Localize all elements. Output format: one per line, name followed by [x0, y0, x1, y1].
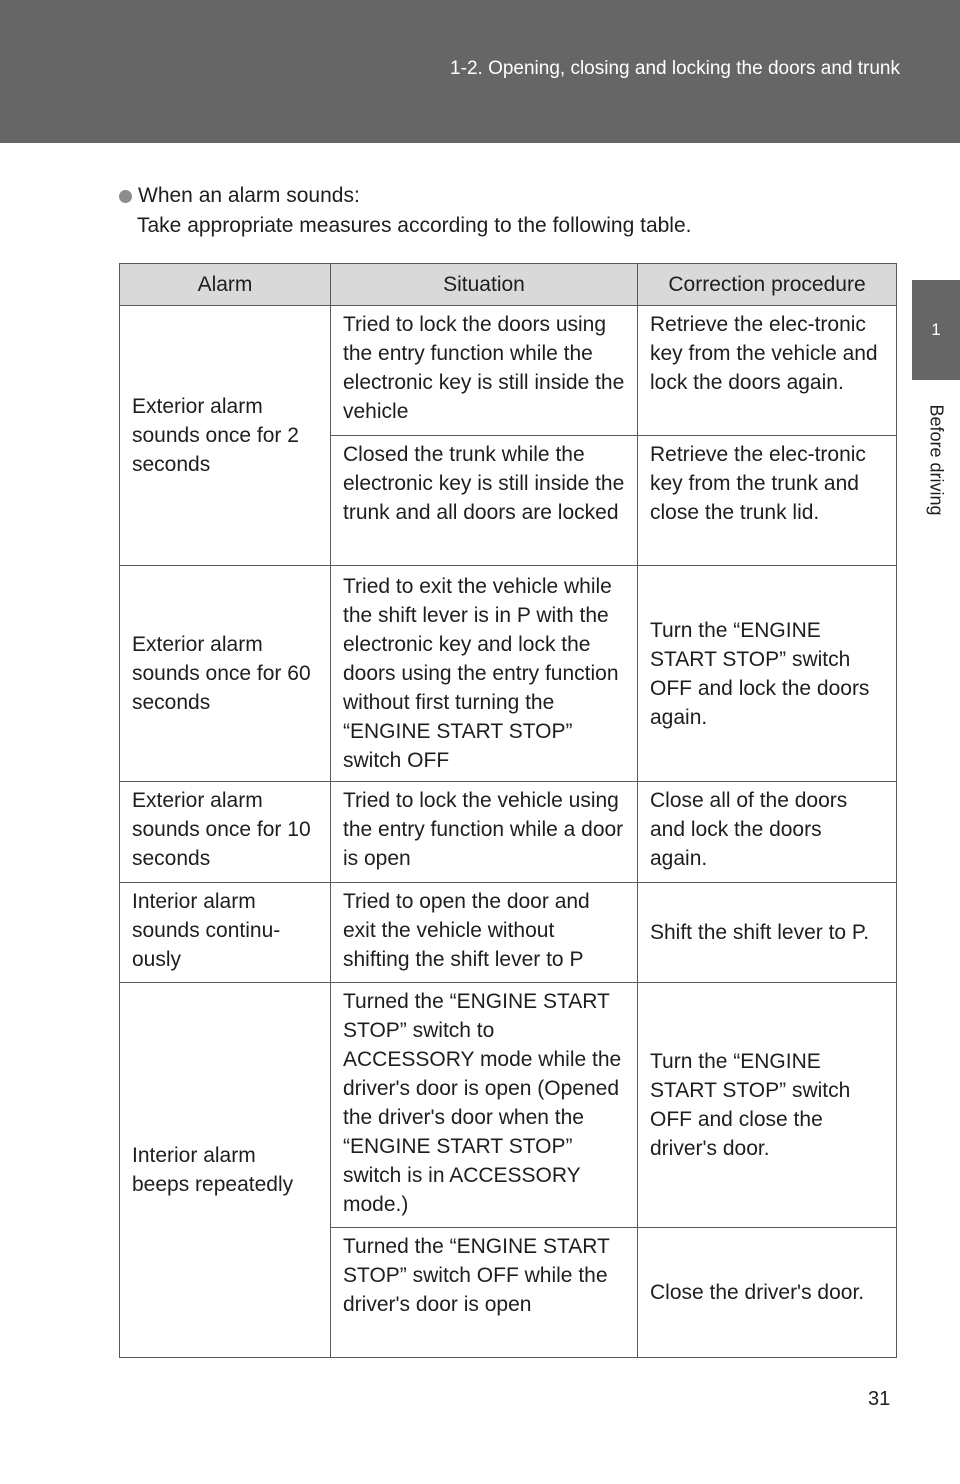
situation-cell: Tried to lock the doors using the entry function while the electronic key is still inside the vehicle	[331, 306, 638, 436]
chapter-label-text: Before driving	[926, 404, 947, 516]
column-header-alarm: Alarm	[120, 264, 331, 306]
situation-cell: Turned the “ENGINE START STOP” switch to ACCESSORY mode while the driver's door is open (Opened the driver's door when the “ENGINE START STOP” switch is in ACCESSORY mode.)	[331, 983, 638, 1228]
bullet-icon	[119, 190, 132, 203]
correction-cell: Close all of the doors and lock the doors again.	[638, 782, 897, 883]
situation-cell: Tried to lock the vehicle using the entry function while a door is open	[331, 782, 638, 883]
page-header	[0, 0, 960, 143]
chapter-tab	[912, 280, 960, 380]
situation-cell: Tried to open the door and exit the vehicle without shifting the shift lever to P	[331, 883, 638, 983]
section-title: 1-2. Opening, closing and locking the doors and trunk	[450, 58, 900, 79]
alarm-cell: Exterior alarm sounds once for 60 seconds	[120, 566, 331, 782]
column-header-correction: Correction procedure	[638, 264, 897, 306]
situation-cell: Tried to exit the vehicle while the shift lever is in P with the electronic key and lock the doors using the entry function without first turning the “ENGINE START STOP” switch OFF	[331, 566, 638, 782]
correction-cell: Close the driver's door.	[638, 1228, 897, 1358]
table-row	[120, 306, 897, 436]
alarm-cell: Exterior alarm sounds once for 10 seconds	[120, 782, 331, 883]
chapter-number: 1	[931, 320, 941, 339]
table-header-row	[120, 264, 897, 306]
correction-cell: Turn the “ENGINE START STOP” switch OFF and lock the doors again.	[638, 566, 897, 782]
page-number: 31	[868, 1388, 891, 1410]
table-row	[120, 883, 897, 983]
correction-cell: Turn the “ENGINE START STOP” switch OFF and close the driver's door.	[638, 983, 897, 1228]
column-header-situation: Situation	[331, 264, 638, 306]
table-row	[120, 782, 897, 883]
situation-cell: Turned the “ENGINE START STOP” switch OFF while the driver's door is open	[331, 1228, 638, 1358]
table-row	[120, 566, 897, 782]
alarm-cell: Interior alarm beeps repeatedly	[120, 983, 331, 1358]
alarm-table	[119, 263, 897, 1358]
correction-cell: Shift the shift lever to P.	[638, 883, 897, 983]
intro-text: Take appropriate measures according to the following table.	[137, 214, 692, 237]
intro-heading: When an alarm sounds:	[138, 184, 360, 207]
table-row	[120, 983, 897, 1228]
alarm-cell: Exterior alarm sounds once for 2 seconds	[120, 306, 331, 566]
alarm-cell: Interior alarm sounds continu-ously	[120, 883, 331, 983]
intro-block	[119, 181, 692, 241]
correction-cell: Retrieve the elec-tronic key from the trunk and close the trunk lid.	[638, 436, 897, 566]
situation-cell: Closed the trunk while the electronic key is still inside the trunk and all doors are locked	[331, 436, 638, 566]
correction-cell: Retrieve the elec-tronic key from the vehicle and lock the doors again.	[638, 306, 897, 436]
